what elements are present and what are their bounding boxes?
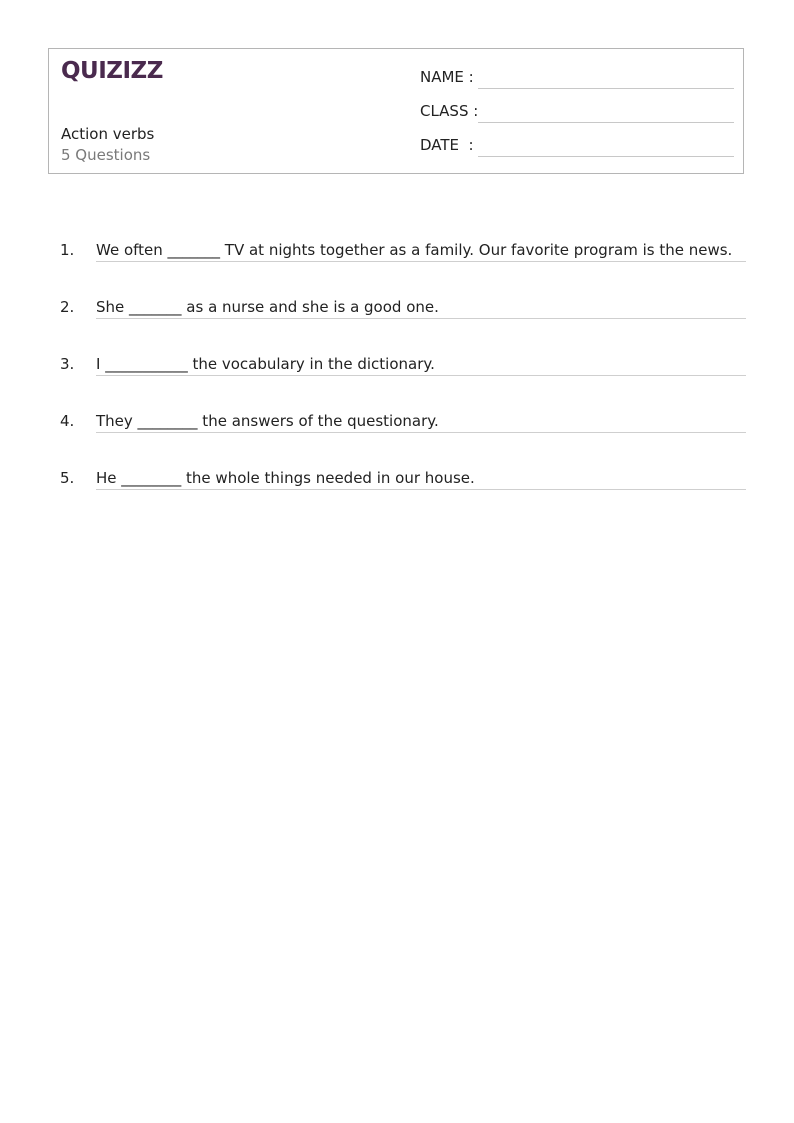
class-label: CLASS : [420,102,479,120]
question-text: We often _______ TV at nights together as a family. Our favorite program is the news. [96,241,746,262]
name-input-line[interactable] [478,88,734,89]
question-item [60,240,746,297]
name-field[interactable] [420,68,734,90]
question-item [60,354,746,411]
question-text: I ___________ the vocabulary in the dictionary. [96,355,746,376]
class-field[interactable] [420,102,734,124]
question-list [60,240,746,525]
name-label: NAME : [420,68,474,86]
question-text: He ________ the whole things needed in our house. [96,469,746,490]
question-item [60,468,746,525]
worksheet-header [48,48,744,174]
question-number: 5. [60,469,75,487]
question-count: 5 Questions [61,146,151,164]
date-label: DATE : [420,136,474,154]
class-input-line[interactable] [478,122,734,123]
question-number: 1. [60,241,75,259]
question-item [60,297,746,354]
question-text: She _______ as a nurse and she is a good one. [96,298,746,319]
question-text: They ________ the answers of the questionary. [96,412,746,433]
worksheet-title: Action verbs [61,125,155,143]
quizizz-logo: QUIZIZZ [61,58,163,84]
question-number: 4. [60,412,75,430]
date-input-line[interactable] [478,156,734,157]
question-item [60,411,746,468]
date-field[interactable] [420,136,734,158]
question-number: 2. [60,298,75,316]
question-number: 3. [60,355,75,373]
